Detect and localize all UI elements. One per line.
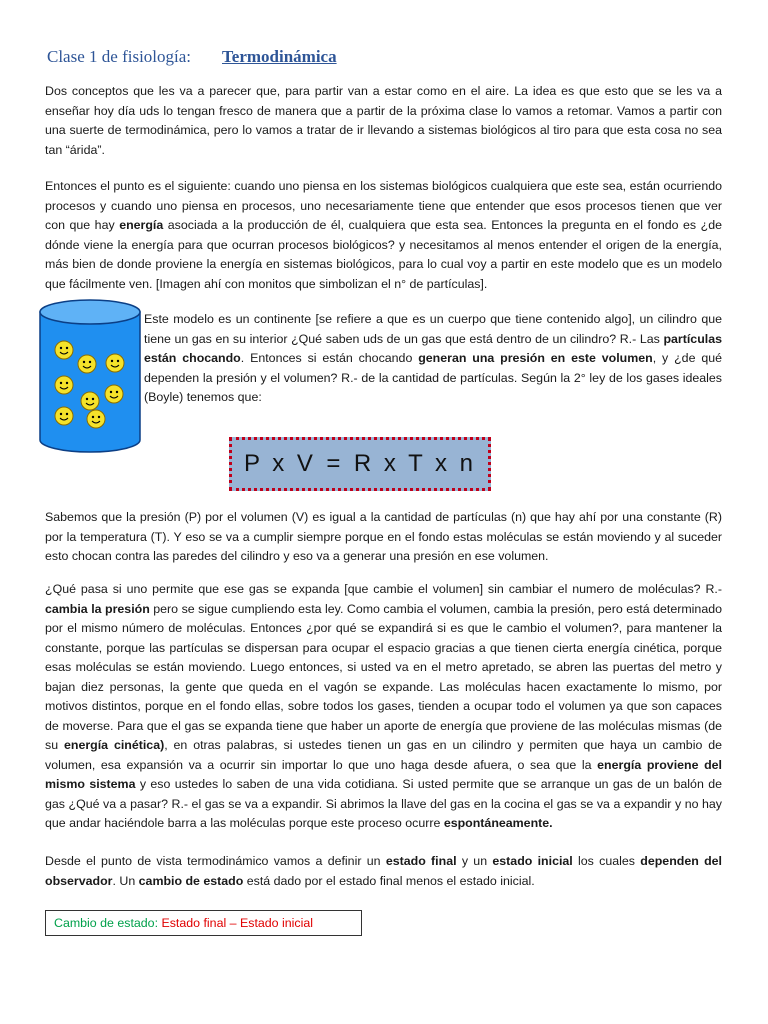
bold-run: partículas están chocando <box>144 331 722 365</box>
state-change-box <box>45 910 362 936</box>
smiley-icon <box>106 354 124 372</box>
text-run: Entonces el punto es el siguiente: cuando uno piensa en los sistemas biológicos cualquiera que este sea, están ocurriendo procesos y cuando uno piensa en procesos, uno necesariamente tiene que entender que esos procesos tienen que ver con que hay <box>45 179 722 232</box>
paragraph-state-definition <box>45 852 722 891</box>
text-run: . Entonces si están chocando <box>240 351 419 365</box>
gas-cylinder-illustration <box>38 298 142 458</box>
title-row <box>47 47 337 67</box>
bold-run: cambia la presión <box>45 601 150 616</box>
smiley-icon <box>55 341 73 359</box>
bold-run: energía <box>119 218 164 232</box>
smiley-icon <box>55 407 73 425</box>
topic-title: Termodinámica <box>222 47 337 66</box>
bold-run: generan una presión en este volumen <box>418 351 653 365</box>
text-run: Este modelo es un continente [se refiere a que es un cuerpo que tiene contenido algo], un cilindro que tiene un gas en su interior ¿Qué saben uds de un gas que está dentro de un cilindro? R.- Las <box>144 312 722 346</box>
paragraph-intro: Dos conceptos que les va a parecer que, para partir van a estar como en el aire. La idea es que esto que se les va a enseñar hoy día uds lo tengan fresco de manera que a partir de la próxima clase lo vamos a retomar. Vamos a partir con una suerte de termodinámica, pero lo vamos a tratar de ir llevando a sistemas biológicos al tiro para que esta cosa no sea tan “árida”. <box>45 84 722 157</box>
text-run: pero se sigue cumpliendo esta ley. Como cambia el volumen, cambia la presión, pero está determinado por el mismo número de moléculas. Entonces ¿por qué se expandirá si es que le cambio el volumen?, para mantener la constante, porque las partículas se dispersan para ocupar el espacio gracias a que tienen cierta energía cinética, porque esas moléculas se están moviendo. Luego entonces, si usted va en el metro apretado, se abren las puertas del metro y bajan diez personas, la gente que queda en el vagón se expande. Las moléculas hacen exactamente lo mismo, por motivos distintos, porque en el fondo ellas, sobre todos los gases, tienden a ocupar todo el volumen ya que son capaces de moverse. Para que el gas se expanda tiene que haber un aporte de energía que proviene de las moléculas mismas (de su <box>45 601 722 752</box>
formula-left: P x V <box>244 450 316 477</box>
text-run: , y ¿de qué dependen la presión y el volumen? R.- de la cantidad de partículas. Según la 2° ley de los gases ideales (Boyle) tenemos que: <box>144 351 722 404</box>
bold-run: energía cinética) <box>63 738 165 752</box>
bold-run: espontáneamente. <box>443 816 553 830</box>
bold-run: estado final <box>385 854 457 868</box>
text-run: Desde el punto de vista termodinámico vamos a definir un <box>45 854 386 868</box>
bold-run: energía proviene del mismo sistema <box>45 757 722 791</box>
formula-right: R x T x n <box>353 450 476 477</box>
smiley-icon <box>105 385 123 403</box>
text-run: y eso ustedes lo saben de una vida cotidiana. Si usted permite que se arranque un gas de un balón de gas ¿Qué va a pasar? R.- el gas se va a expandir. Si abrimos la llave del gas en la cocina el gas se va a expandir y no hay que andar haciéndole barra a las moléculas porque este proceso ocurre <box>45 777 723 830</box>
text-run: , en otras palabras, si ustedes tienen un gas en un cilindro y permiten que haya un cambio de volumen, esa expansión va a ocurrir sin importar lo que uno haga desde afuera, o sea que la <box>45 738 723 772</box>
bold-run: estado inicial <box>492 854 573 868</box>
text-run: los cuales <box>572 854 641 868</box>
paragraph-energy-question <box>45 177 722 294</box>
text-run: ¿Qué pasa si uno permite que ese gas se expanda [que cambie el volumen] sin cambiar el numero de moléculas? R.- <box>45 582 722 596</box>
text-run: y un <box>456 854 493 868</box>
text-run: asociada a la producción de él, cualquiera que esta sea. Entonces la pregunta en el fondo es ¿de dónde viene la energía para que ocurran procesos biológicos? y necesitamos al menos entender el origen de la energía, más bien de donde proviene la energía en sistemas biológicos, para lo cual voy a partir en este modelo que es un modelo que fácilmente ven. [Imagen ahí con monitos que simbolizan el n° de partículas]. <box>45 218 722 291</box>
smiley-icon <box>87 410 105 428</box>
cylinder-top <box>40 300 140 324</box>
text-run: . Un <box>112 873 139 888</box>
smiley-icon <box>81 392 99 410</box>
paragraph-expansion <box>45 580 722 834</box>
paragraph-cylinder-model <box>144 310 722 408</box>
paragraph-formula-explanation: Sabemos que la presión (P) por el volumen (V) es igual a la cantidad de partículas (n) que hay ahí por una constante (R) por la temperatura (T). Y eso se va a cumplir siempre porque en el fondo estas moléculas se están moviendo y al suceder esto chocan contra las paredes del cilindro y eso va a generar una presión en ese volumen. <box>45 510 722 563</box>
ideal-gas-formula-box <box>229 437 491 491</box>
smiley-icon <box>55 376 73 394</box>
state-change-value: Estado final – Estado inicial <box>161 916 313 930</box>
state-change-label: Cambio de estado: <box>54 916 159 930</box>
text-run: está dado por el estado final menos el estado inicial. <box>243 873 535 888</box>
class-label: Clase 1 de fisiología: <box>47 47 192 66</box>
smiley-icon <box>78 355 96 373</box>
formula-equals: = <box>326 450 344 477</box>
bold-run: dependen del observador <box>45 854 722 888</box>
bold-run: cambio de estado <box>138 873 244 888</box>
